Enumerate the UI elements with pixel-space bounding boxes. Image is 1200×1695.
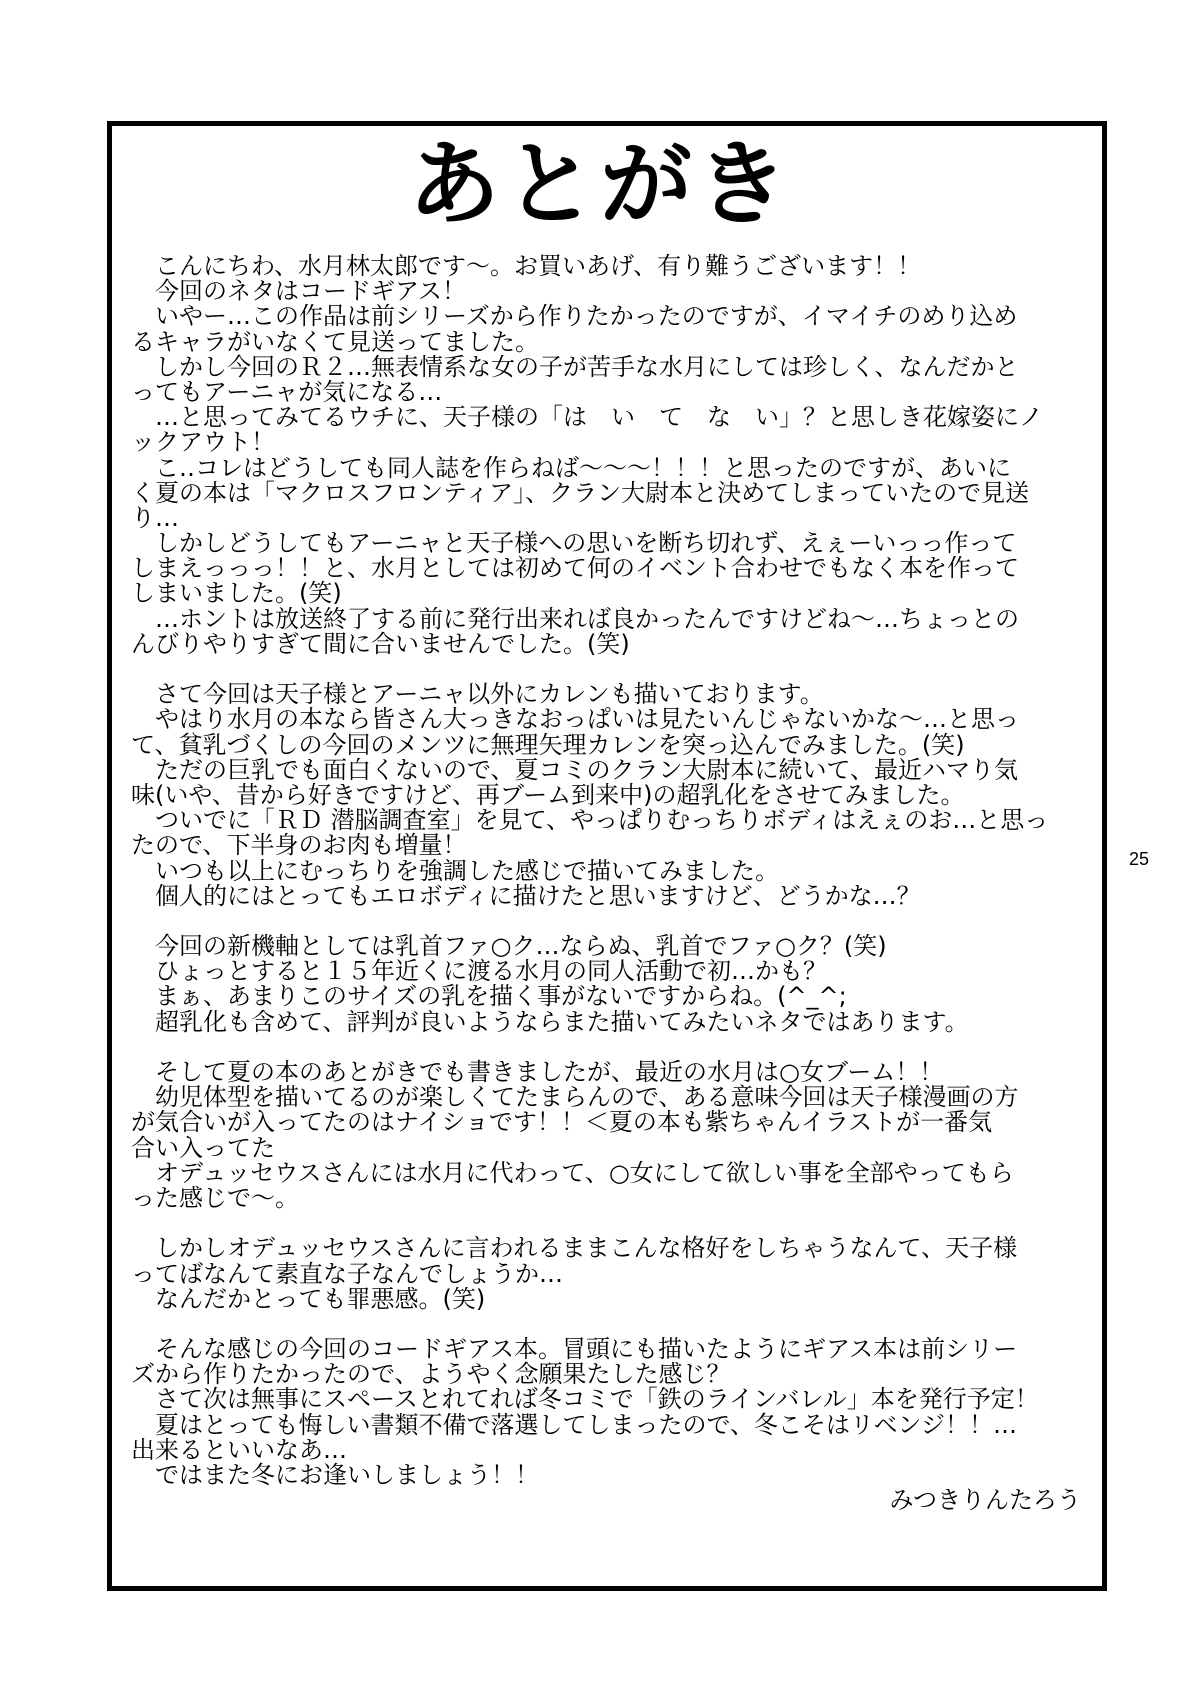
text-line: ズから作りたかったので、ようやく念願果たした感じ？ — [131, 1360, 731, 1389]
text-line: が気合いが入ってたのはナイショです！！＜夏の本も紫ちゃんイラストが一番気 — [131, 1108, 993, 1137]
text-line: いつも以上にむっちりを強調した感じで描いてみました。 — [131, 856, 779, 885]
text-line: 今回の新機軸としては乳首ファ○ク…ならぬ、乳首でファ○ク？(笑) — [131, 932, 887, 961]
text-line: 超乳化も含めて、評判が良いようならまた描いてみたいネタではあります。 — [131, 1007, 969, 1036]
blank-line — [131, 1035, 1091, 1060]
text-line: 合い入ってた — [131, 1133, 275, 1162]
text-line: て、貧乳づくしの今回のメンツに無理矢理カレンを突っ込んでみました。(笑) — [131, 730, 965, 759]
text-line: ひょっとすると１５年近くに渡る水月の同人活動で初…かも？ — [131, 957, 827, 986]
text-line: ではまた冬にお逢いしましょう！！ — [131, 1461, 539, 1489]
page-number: 25 — [1129, 849, 1150, 869]
text-line: 個人的にはとってもエロボディに描けたと思いますけど、どうかな…？ — [131, 881, 921, 910]
afterword-body — [131, 254, 1091, 1513]
text-line: やはり水月の本なら皆さん大っきなおっぱいは見たいんじゃないかな〜…と思っ — [131, 705, 1019, 734]
text-line: さて次は無事にスペースとれてれば冬コミで「鉄のラインバレル」本を発行予定！ — [131, 1385, 1039, 1414]
blank-line — [131, 657, 1091, 682]
text-line: …と思ってみてるウチに、天子様の「は い て な い」？と思しき花嫁姿にノ — [131, 403, 1043, 432]
text-line: 味(いや、昔から好きですけど、再ブーム到来中)の超乳化をさせてみました。 — [131, 780, 965, 809]
text-line: 夏はとっても悔しい書類不備で落選してしまったので、冬こそはリベンジ！！… — [131, 1410, 1017, 1439]
text-line: こ‥コレはどうしても同人誌を作らねば〜〜〜！！！と思ったのですが、あいに — [131, 453, 1012, 482]
text-line: オデュッセウスさんには水月に代わって、○女にして欲しい事を全部やってもら — [131, 1158, 1014, 1187]
text-line: ってもアーニャが気になる… — [131, 377, 443, 406]
text-line: そして夏の本のあとがきでも書きましたが、最近の水月は○女ブーム！！ — [131, 1058, 944, 1086]
text-line: しまいました。(笑) — [131, 579, 342, 608]
text-line: 今回のネタはコードギアス！ — [131, 277, 467, 306]
text-line: そんな感じの今回のコードギアス本。冒頭にも描いたようにギアス本は前シリー — [131, 1335, 1018, 1364]
text-line: り… — [131, 503, 179, 532]
blank-line — [131, 1211, 1091, 1236]
text-line: 出来るといいなあ… — [131, 1435, 347, 1464]
text-line: …ホントは放送終了する前に発行出来れば良かったんですけどね〜…ちょっとの — [131, 604, 1019, 633]
text-line: なんだかとっても罪悪感。(笑) — [131, 1284, 486, 1313]
text-line: しかしどうしてもアーニャと天子様への思いを断ち切れず、えぇーいっっ作って — [131, 529, 1017, 558]
text-line: 幼児体型を描いてるのが楽しくてたまらんので、ある意味今回は天子様漫画の方 — [131, 1083, 1019, 1112]
text-line: ただの巨乳でも面白くないので、夏コミのクラン大尉本に続いて、最近ハマり気 — [131, 755, 1019, 784]
text-line: こんにちわ、水月林太郎です〜。お買いあげ、有り難うございます！！ — [131, 252, 922, 280]
text-line: さて今回は天子様とアーニャ以外にカレンも描いております。 — [131, 680, 824, 709]
text-line: いやー…この作品は前シリーズから作りたかったのですが、イマイチのめり込め — [131, 302, 1018, 331]
text-line: まぁ、あまりこのサイズの乳を描く事がないですからね。(^_^; — [131, 982, 847, 1011]
text-line: しかしオデュッセウスさんに言われるままこんな格好をしちゃうなんて、天子様 — [131, 1234, 1018, 1263]
text-line: ついでに「ＲＤ 潜脳調査室」を見て、やっぱりむっちりボディはえぇのお…と思っ — [131, 806, 1049, 835]
author-signature: みつきりんたろう — [889, 1486, 1081, 1515]
blank-line — [131, 1312, 1091, 1337]
text-line: ックアウト！ — [131, 428, 275, 457]
text-line: るキャラがいなくて見送ってました。 — [131, 327, 539, 356]
text-line: んびりやりすぎて間に合いませんでした。(笑) — [131, 629, 630, 658]
text-line: った感じで〜。 — [131, 1183, 299, 1212]
page-title: あとがき — [407, 131, 792, 238]
text-line: しまえっっっ！！と、水月としては初めて何のイベント合わせでもなく本を作って — [131, 554, 1019, 583]
text-line: く夏の本は「マクロスフロンティア」、クラン大尉本と決めてしまっていたので見送 — [131, 478, 1030, 507]
text-line: ってばなんて素直な子なんでしょうか… — [131, 1259, 563, 1288]
text-line: たので、下半身のお肉も増量！ — [131, 831, 467, 860]
blank-line — [131, 909, 1091, 934]
text-line: しかし今回のＲ２…無表情系な女の子が苦手な水月にしては珍しく、なんだかと — [131, 352, 1019, 381]
